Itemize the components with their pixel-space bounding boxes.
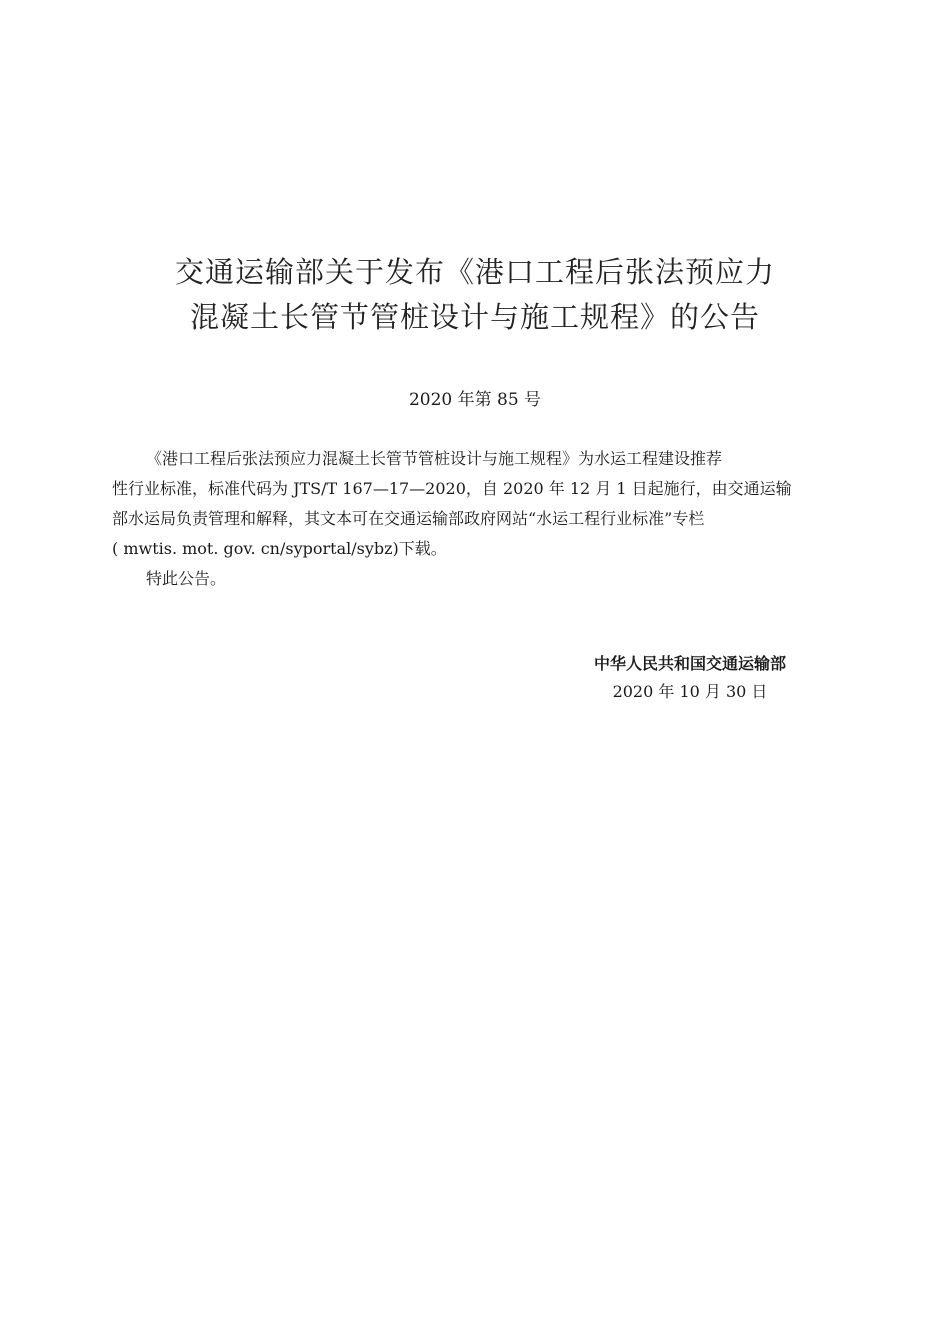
issuing-organization: 中华人民共和国交通运输部 bbox=[593, 654, 786, 673]
announcement-title bbox=[0, 250, 950, 340]
body-line-2: 性行业标准，标准代码为 JTS/T 167—17—2020，自 2020 年 12 月 1 日起施行，由交通运输 bbox=[112, 479, 792, 498]
closing-line: 特此公告。 bbox=[146, 569, 227, 588]
issue-date: 2020 年 10 月 30 日 bbox=[612, 682, 768, 701]
body-line-3: 部水运局负责管理和解释，其文本可在交通运输部政府网站“水运工程行业标准”专栏 bbox=[112, 509, 705, 528]
signature-block bbox=[560, 650, 820, 706]
title-line-1: 交通运输部关于发布《港口工程后张法预应力 bbox=[174, 255, 775, 289]
body-line-1: 《港口工程后张法预应力混凝土长管节管桩设计与施工规程》为水运工程建设推荐 bbox=[146, 449, 723, 468]
body-line-4: ( mwtis. mot. gov. cn/syportal/sybz)下载。 bbox=[112, 539, 447, 558]
announcement-body bbox=[112, 444, 842, 594]
announcement-number: 2020 年第 85 号 bbox=[408, 390, 542, 410]
title-line-2: 混凝土长管节管桩设计与施工规程》的公告 bbox=[189, 300, 760, 334]
